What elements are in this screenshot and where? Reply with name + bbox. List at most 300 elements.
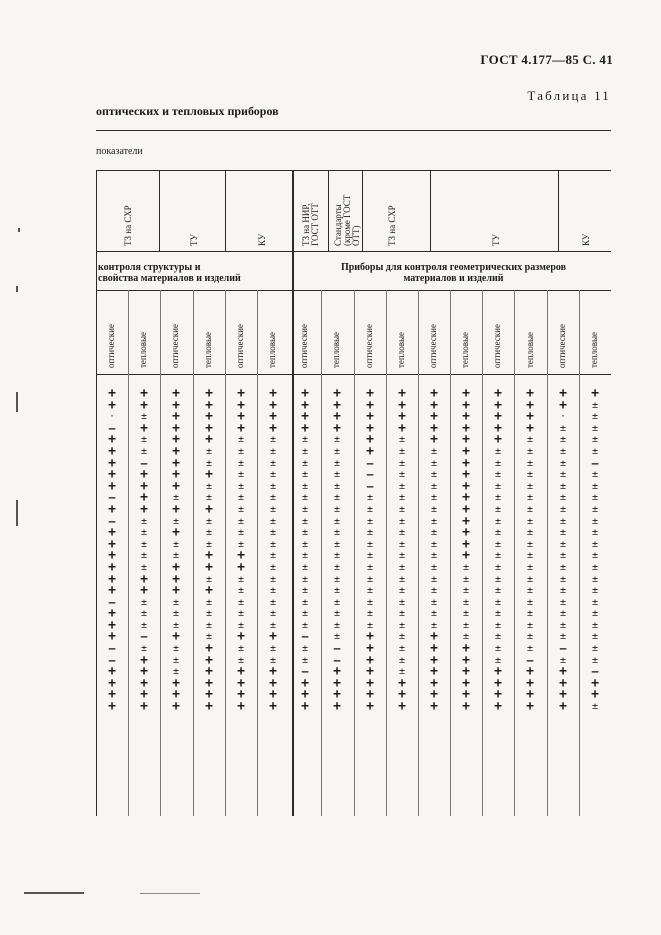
table-cell: + bbox=[366, 687, 374, 703]
table-cell: ± bbox=[494, 538, 502, 550]
table-cell: + bbox=[526, 397, 534, 413]
table-cell: ± bbox=[494, 585, 502, 597]
table-cell: ± bbox=[172, 608, 180, 620]
table-cell: ± bbox=[172, 596, 180, 608]
table-cell: + bbox=[462, 409, 470, 425]
table-caption-rule bbox=[96, 170, 611, 171]
table-cell: ± bbox=[559, 527, 567, 539]
table-cell: ± bbox=[333, 469, 341, 481]
table-cell: + bbox=[366, 699, 374, 715]
sub-header-label: тепловые bbox=[460, 331, 470, 368]
table-cell: ± bbox=[494, 608, 502, 620]
table-cell: + bbox=[462, 501, 470, 517]
table-cell: + bbox=[108, 443, 116, 459]
table-cell: ± bbox=[398, 480, 406, 492]
table-cell: ± bbox=[526, 527, 534, 539]
table-cell: + bbox=[462, 420, 470, 436]
table-cell: ± bbox=[591, 434, 599, 446]
table-cell: + bbox=[526, 409, 534, 425]
table-cell: ± bbox=[494, 457, 502, 469]
col-head-tu-right: ТУ bbox=[491, 234, 501, 246]
table-cell: + bbox=[430, 409, 438, 425]
table-cell: + bbox=[591, 386, 599, 401]
table-cell: + bbox=[237, 687, 245, 703]
table-cell: ± bbox=[494, 596, 502, 608]
table-cell: ± bbox=[462, 573, 470, 585]
table-cell: + bbox=[172, 559, 180, 575]
table-cell: + bbox=[237, 675, 245, 691]
table-cell: + bbox=[140, 652, 148, 668]
table-cell: ± bbox=[269, 503, 277, 515]
table-cell: ± bbox=[398, 619, 406, 631]
table-cell: + bbox=[333, 687, 341, 703]
table-cell: + bbox=[205, 699, 213, 715]
table-cell: ± bbox=[301, 643, 309, 655]
table-cell: ± bbox=[366, 596, 374, 608]
scan-edge-mark bbox=[18, 228, 20, 232]
table-cell: + bbox=[205, 548, 213, 564]
table-cell: + bbox=[333, 675, 341, 691]
table-cell: ± bbox=[205, 445, 213, 457]
table-cell: ± bbox=[366, 608, 374, 620]
table-cell: + bbox=[398, 397, 406, 413]
table-cell: + bbox=[108, 687, 116, 703]
table-cell: ± bbox=[333, 538, 341, 550]
group-title-geometry: Приборы для контроля геометрических размеров материалов и изделий bbox=[340, 262, 567, 284]
value-column bbox=[226, 388, 256, 713]
table-cell: ± bbox=[462, 619, 470, 631]
table-cell: ± bbox=[366, 527, 374, 539]
table-cell: + bbox=[430, 675, 438, 691]
table-cell: + bbox=[494, 664, 502, 680]
table-cell: ± bbox=[237, 585, 245, 597]
table-divider bbox=[362, 170, 363, 252]
table-cell: + bbox=[140, 571, 148, 587]
table-cell: ± bbox=[269, 492, 277, 504]
table-cell: ± bbox=[366, 585, 374, 597]
table-cell: + bbox=[172, 501, 180, 517]
table-cell: ± bbox=[140, 411, 148, 423]
table-cell: ± bbox=[591, 515, 599, 527]
table-cell: ± bbox=[269, 469, 277, 481]
table-cell: + bbox=[430, 386, 438, 401]
table-cell: ± bbox=[269, 585, 277, 597]
table-cell: + bbox=[172, 409, 180, 425]
table-cell: ± bbox=[237, 515, 245, 527]
table-cell: + bbox=[591, 675, 599, 691]
table-cell: + bbox=[366, 409, 374, 425]
table-cell: — bbox=[526, 653, 534, 667]
value-column bbox=[419, 388, 449, 713]
table-cell: ± bbox=[333, 445, 341, 457]
table-cell: + bbox=[140, 699, 148, 715]
table-cell: + bbox=[172, 443, 180, 459]
table-cell: ± bbox=[526, 643, 534, 655]
table-cell: + bbox=[366, 443, 374, 459]
table-cell: + bbox=[205, 420, 213, 436]
table-cell: + bbox=[462, 652, 470, 668]
table-cell: + bbox=[140, 687, 148, 703]
table-cell: ± bbox=[526, 619, 534, 631]
table-cell: + bbox=[366, 664, 374, 680]
table-cell: + bbox=[494, 409, 502, 425]
table-cell: ± bbox=[172, 492, 180, 504]
table-cell: — bbox=[591, 456, 599, 470]
table-cell: ± bbox=[366, 619, 374, 631]
table-cell: + bbox=[366, 432, 374, 448]
table-cell: + bbox=[140, 664, 148, 680]
sub-header-label: оптические bbox=[492, 324, 502, 368]
table-cell: + bbox=[559, 687, 567, 703]
table-cell: + bbox=[108, 386, 116, 401]
table-cell: ± bbox=[526, 631, 534, 643]
table-cell: + bbox=[108, 675, 116, 691]
table-cell: + bbox=[108, 629, 116, 645]
table-cell: ± bbox=[559, 608, 567, 620]
scan-edge-mark bbox=[16, 286, 18, 292]
table-cell: ± bbox=[591, 550, 599, 562]
col-head-tz-shr-left: ТЗ на СХР bbox=[123, 205, 133, 246]
table-divider bbox=[430, 170, 431, 252]
table-cell: + bbox=[205, 501, 213, 517]
table-cell: ± bbox=[494, 480, 502, 492]
table-cell: + bbox=[108, 501, 116, 517]
table-cell: + bbox=[108, 525, 116, 541]
table-cell: + bbox=[205, 559, 213, 575]
table-cell: ± bbox=[398, 469, 406, 481]
table-cell: ± bbox=[591, 608, 599, 620]
table-cell: + bbox=[494, 420, 502, 436]
table-divider bbox=[225, 170, 226, 252]
table-cell: ± bbox=[591, 411, 599, 423]
table-cell: ± bbox=[205, 527, 213, 539]
table-cell: + bbox=[462, 687, 470, 703]
table-cell: ± bbox=[494, 654, 502, 666]
table-cell: + bbox=[172, 675, 180, 691]
table-cell: ± bbox=[526, 573, 534, 585]
table-cell: ± bbox=[237, 434, 245, 446]
table-cell: ± bbox=[301, 538, 309, 550]
table-cell: ± bbox=[559, 538, 567, 550]
table-cell: + bbox=[269, 629, 277, 645]
table-cell: ± bbox=[398, 492, 406, 504]
table-cell: ± bbox=[559, 457, 567, 469]
table-cell: + bbox=[526, 675, 534, 691]
sub-header-label: тепловые bbox=[525, 331, 535, 368]
value-column bbox=[97, 388, 127, 713]
table-cell: ± bbox=[494, 492, 502, 504]
table-cell: + bbox=[301, 675, 309, 691]
table-cell: ± bbox=[398, 503, 406, 515]
table-cell: + bbox=[140, 478, 148, 494]
table-cell: + bbox=[398, 699, 406, 715]
table-cell: + bbox=[559, 699, 567, 715]
table-cell: + bbox=[526, 699, 534, 715]
table-cell: ± bbox=[559, 480, 567, 492]
table-cell: + bbox=[366, 641, 374, 657]
table-cell: + bbox=[430, 420, 438, 436]
table-cell: + bbox=[108, 559, 116, 575]
table-cell: + bbox=[237, 629, 245, 645]
table-cell: + bbox=[462, 490, 470, 506]
table-cell: + bbox=[398, 687, 406, 703]
table-cell: + bbox=[494, 386, 502, 401]
table-cell: + bbox=[398, 409, 406, 425]
table-cell: ± bbox=[205, 619, 213, 631]
value-column bbox=[258, 388, 288, 713]
table-cell: ± bbox=[398, 538, 406, 550]
table-cell: + bbox=[430, 641, 438, 657]
table-cell: ± bbox=[205, 492, 213, 504]
table-cell: + bbox=[172, 571, 180, 587]
table-cell: + bbox=[559, 675, 567, 691]
table-cell: + bbox=[140, 397, 148, 413]
table-cell: ± bbox=[301, 573, 309, 585]
table-cell: ± bbox=[237, 445, 245, 457]
table-cell: ± bbox=[526, 608, 534, 620]
table-cell: ± bbox=[140, 538, 148, 550]
table-cell: + bbox=[301, 386, 309, 401]
table-cell: + bbox=[462, 432, 470, 448]
table-cell: ± bbox=[591, 596, 599, 608]
value-column bbox=[355, 388, 385, 713]
table-cell: + bbox=[430, 652, 438, 668]
table-cell: ± bbox=[430, 619, 438, 631]
table-cell: + bbox=[108, 536, 116, 552]
table-cell: ± bbox=[301, 585, 309, 597]
table-cell: ± bbox=[398, 527, 406, 539]
table-cell: + bbox=[462, 675, 470, 691]
table-cell: + bbox=[333, 699, 341, 715]
sub-header-label: оптические bbox=[235, 324, 245, 368]
table-cell: ± bbox=[398, 666, 406, 678]
table-cell: ± bbox=[333, 608, 341, 620]
table-cell: + bbox=[462, 641, 470, 657]
table-cell: ± bbox=[398, 561, 406, 573]
table-cell: + bbox=[172, 467, 180, 483]
table-cell: + bbox=[301, 409, 309, 425]
table-cell: + bbox=[462, 699, 470, 715]
table-cell: ± bbox=[333, 515, 341, 527]
table-cell: ± bbox=[559, 503, 567, 515]
table-cell: — bbox=[301, 665, 309, 679]
table-cell: + bbox=[366, 386, 374, 401]
table-cell: + bbox=[526, 687, 534, 703]
table-cell: ± bbox=[559, 596, 567, 608]
table-cell: + bbox=[172, 478, 180, 494]
sub-header-label: оптические bbox=[557, 324, 567, 368]
table-cell: ± bbox=[140, 561, 148, 573]
table-cell: + bbox=[462, 478, 470, 494]
table-cell: ± bbox=[301, 527, 309, 539]
table-cell: + bbox=[205, 687, 213, 703]
table-cell: ± bbox=[333, 561, 341, 573]
table-cell: + bbox=[140, 420, 148, 436]
table-cell: + bbox=[108, 397, 116, 413]
table-cell: ± bbox=[494, 503, 502, 515]
table-cell: + bbox=[205, 675, 213, 691]
table-cell: + bbox=[205, 409, 213, 425]
table-cell: + bbox=[462, 467, 470, 483]
table-cell: ± bbox=[333, 503, 341, 515]
table-cell: ± bbox=[526, 515, 534, 527]
table-cell: ± bbox=[591, 422, 599, 434]
table-cell: + bbox=[430, 432, 438, 448]
sub-header-label: тепловые bbox=[589, 331, 599, 368]
table-cell: + bbox=[269, 699, 277, 715]
table-cell: ± bbox=[526, 596, 534, 608]
table-cell: ± bbox=[526, 480, 534, 492]
table-cell: ± bbox=[559, 434, 567, 446]
table-cell: ± bbox=[430, 585, 438, 597]
table-cell: ± bbox=[591, 527, 599, 539]
table-cell: ± bbox=[526, 561, 534, 573]
table-cell: — bbox=[108, 595, 116, 609]
table-cell: + bbox=[205, 397, 213, 413]
table-cell: ± bbox=[591, 480, 599, 492]
table-cell: + bbox=[430, 397, 438, 413]
table-cell: + bbox=[205, 664, 213, 680]
table-cell: ± bbox=[398, 457, 406, 469]
sub-header-label: тепловые bbox=[331, 331, 341, 368]
scan-bottom-mark bbox=[140, 893, 200, 894]
table-cell: + bbox=[108, 699, 116, 715]
table-cell: ± bbox=[237, 654, 245, 666]
table-cell: ± bbox=[237, 538, 245, 550]
table-cell: ± bbox=[172, 666, 180, 678]
table-cell: ± bbox=[398, 596, 406, 608]
table-cell: + bbox=[205, 386, 213, 401]
table-cell: ± bbox=[559, 573, 567, 585]
group-title-structure: контроля структуры и свойства материалов и изделий bbox=[98, 262, 241, 284]
table-cell: ± bbox=[430, 550, 438, 562]
table-cell: ± bbox=[301, 492, 309, 504]
table-cell: ± bbox=[430, 538, 438, 550]
table-cell: + bbox=[205, 641, 213, 657]
table-cell: + bbox=[172, 386, 180, 401]
table-caption: показатели bbox=[96, 146, 143, 157]
table-cell: ± bbox=[559, 561, 567, 573]
table-cell: ± bbox=[559, 550, 567, 562]
table-cell: ± bbox=[269, 654, 277, 666]
table-cell: — bbox=[140, 630, 148, 644]
table-cell: ± bbox=[366, 538, 374, 550]
table-cell: ± bbox=[559, 631, 567, 643]
table-cell: · bbox=[559, 411, 567, 423]
table-cell: ± bbox=[205, 480, 213, 492]
table-cell: ± bbox=[301, 515, 309, 527]
table-cell: + bbox=[237, 559, 245, 575]
table-cell: ± bbox=[591, 654, 599, 666]
table-cell: ± bbox=[301, 445, 309, 457]
table-cell: ± bbox=[494, 619, 502, 631]
table-cell: ± bbox=[591, 503, 599, 515]
table-cell: — bbox=[108, 421, 116, 435]
table-cell: ± bbox=[140, 596, 148, 608]
value-column bbox=[161, 388, 191, 713]
table-cell: ± bbox=[526, 457, 534, 469]
table-cell: + bbox=[430, 664, 438, 680]
table-cell: ± bbox=[301, 457, 309, 469]
table-cell: + bbox=[462, 548, 470, 564]
table-cell: ± bbox=[269, 457, 277, 469]
table-cell: ± bbox=[591, 585, 599, 597]
table-cell: + bbox=[237, 699, 245, 715]
table-cell: ± bbox=[140, 619, 148, 631]
table-cell: + bbox=[494, 397, 502, 413]
table-cell: ± bbox=[301, 654, 309, 666]
table-cell: — bbox=[591, 665, 599, 679]
sub-header-label: тепловые bbox=[138, 331, 148, 368]
table-cell: · bbox=[108, 411, 116, 423]
table-cell: ± bbox=[172, 538, 180, 550]
table-cell: ± bbox=[559, 422, 567, 434]
table-cell: + bbox=[108, 606, 116, 622]
table-cell: + bbox=[205, 432, 213, 448]
value-column bbox=[322, 388, 352, 713]
table-cell: ± bbox=[237, 503, 245, 515]
table-subtitle: оптических и тепловых приборов bbox=[96, 104, 279, 118]
table-cell: + bbox=[237, 548, 245, 564]
table-cell: ± bbox=[430, 596, 438, 608]
table-cell: ± bbox=[269, 619, 277, 631]
value-column bbox=[580, 388, 610, 713]
table-cell: ± bbox=[301, 480, 309, 492]
table-cell: ± bbox=[494, 527, 502, 539]
table-cell: ± bbox=[140, 608, 148, 620]
table-cell: ± bbox=[526, 434, 534, 446]
table-cell: ± bbox=[237, 596, 245, 608]
table-cell: ± bbox=[205, 573, 213, 585]
table-cell: ± bbox=[269, 561, 277, 573]
scan-edge-mark bbox=[16, 500, 18, 526]
table-cell: + bbox=[526, 386, 534, 401]
table-cell: ± bbox=[462, 596, 470, 608]
table-cell: ± bbox=[430, 492, 438, 504]
table-cell: + bbox=[269, 664, 277, 680]
table-cell: — bbox=[333, 642, 341, 656]
table-cell: + bbox=[430, 629, 438, 645]
col-head-tz-nir: ТЗ на НИР, ГОСТ ОТТ bbox=[301, 203, 320, 246]
table-cell: ± bbox=[301, 503, 309, 515]
table-cell: ± bbox=[430, 573, 438, 585]
table-cell: + bbox=[108, 467, 116, 483]
table-cell: ± bbox=[269, 608, 277, 620]
table-cell: + bbox=[108, 571, 116, 587]
table-cell: ± bbox=[559, 585, 567, 597]
table-cell: ± bbox=[269, 573, 277, 585]
table-top-rule bbox=[96, 130, 611, 131]
table-cell: ± bbox=[559, 619, 567, 631]
table-cell: + bbox=[333, 409, 341, 425]
table-cell: ± bbox=[301, 469, 309, 481]
value-column bbox=[515, 388, 545, 713]
table-cell: ± bbox=[140, 434, 148, 446]
table-cell: ± bbox=[205, 608, 213, 620]
table-cell: + bbox=[559, 664, 567, 680]
table-cell: ± bbox=[301, 434, 309, 446]
table-cell: + bbox=[172, 699, 180, 715]
table-cell: + bbox=[140, 675, 148, 691]
table-cell: + bbox=[108, 432, 116, 448]
table-cell: + bbox=[237, 386, 245, 401]
table-cell: ± bbox=[430, 445, 438, 457]
table-cell: + bbox=[462, 397, 470, 413]
table-cell: + bbox=[205, 583, 213, 599]
table-cell: ± bbox=[494, 561, 502, 573]
table-cell: ± bbox=[205, 538, 213, 550]
table-cell: + bbox=[205, 467, 213, 483]
